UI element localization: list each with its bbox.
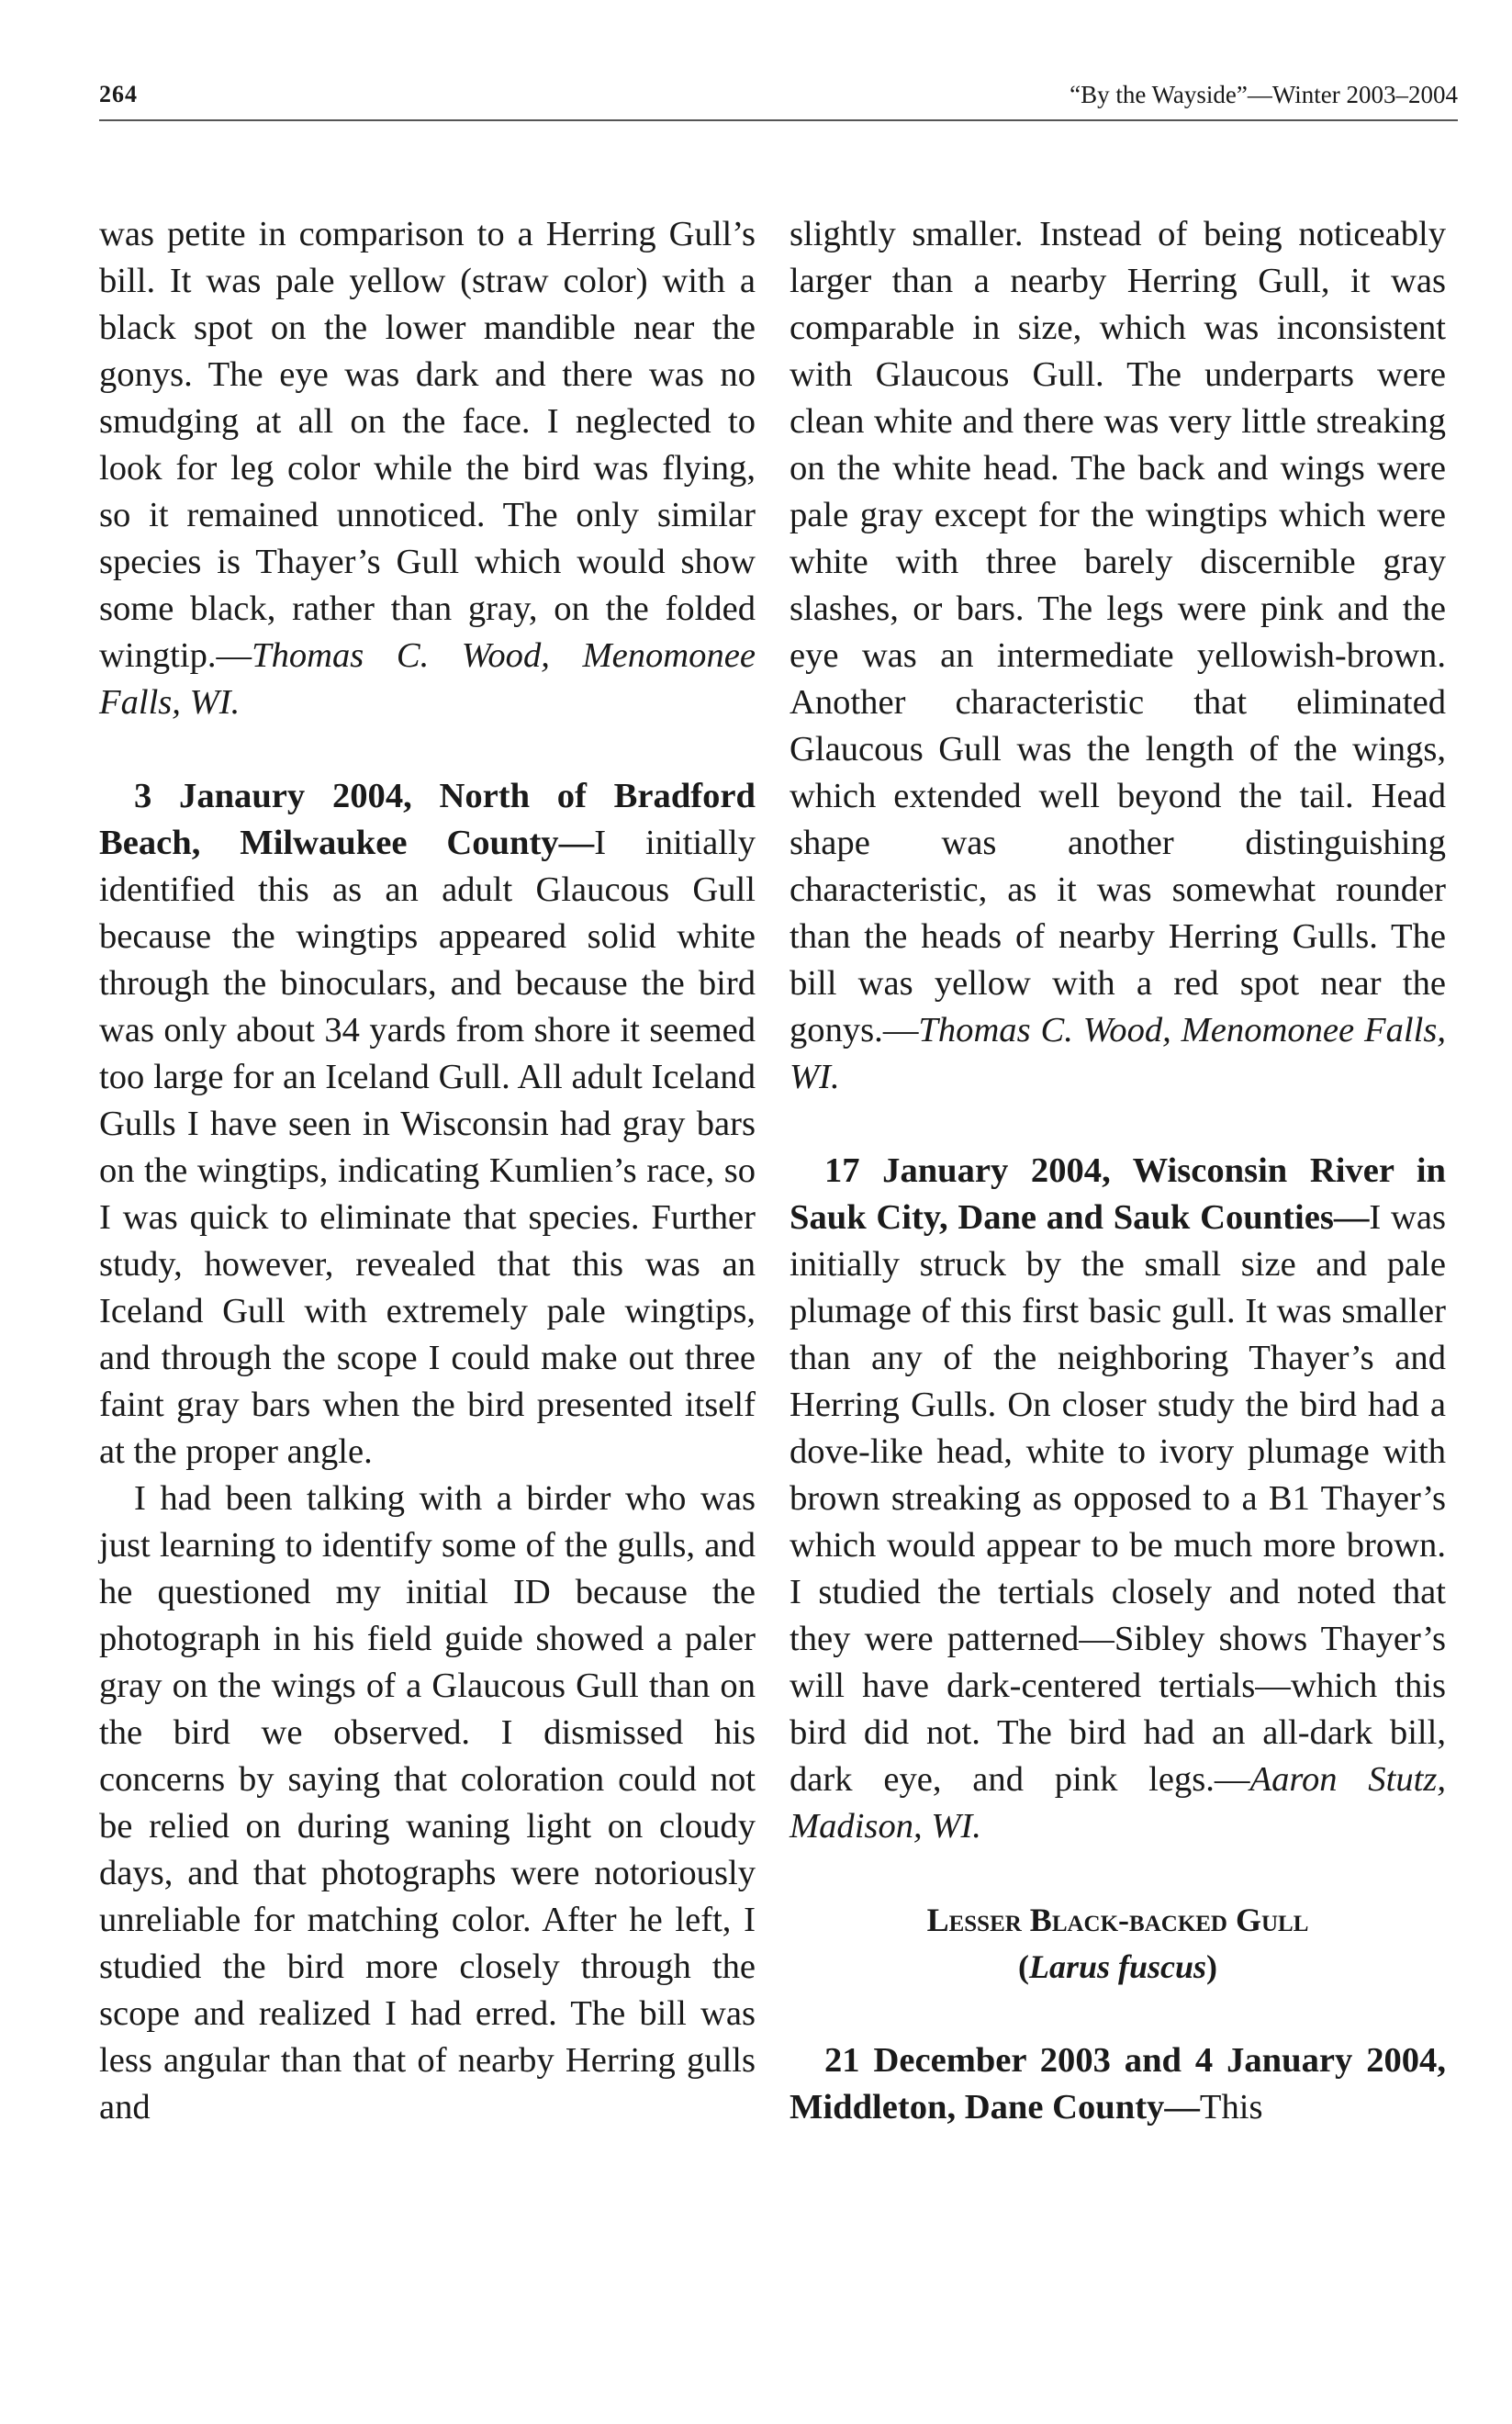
entry-text: I initially identified this as an adult Glaucous Gull because the wingtips appeared solid white through the binoculars, and because the bird was only about 34 yards from shore it seemed too large for an Iceland Gull. All adult Iceland Gulls I have seen in Wisconsin had gray bars on the wingtips, indicating Kumlien’s race, so I was quick to eliminate that species. Further study, however, revealed that this was an Iceland Gull with extremely pale wingtips, and through the scope I could make out three faint gray bars when the bird presented itself at the proper angle.: [99, 824, 756, 1471]
paragraph-text: I had been talking with a birder who was just learning to identify some of the gulls, and he questioned my initial ID because the photograph in his field guide showed a paler gray on the wings of a Glaucous Gull than on the bird we observed. I dismissed his concerns by saying that coloration could not be relied on during waning light on cloudy days, and that photographs were notoriously unreliable for matching color. After he left, I studied the bird more closely through the scope and realized I had erred. The bill was less angular than that of nearby Herring gulls and: [99, 1479, 756, 2127]
right-column: [790, 211, 1446, 2131]
header-rule: [99, 119, 1458, 121]
paragraph-continued: [99, 211, 756, 726]
paragraph-continued: [790, 211, 1446, 1101]
author-signature: Thomas C. Wood, Menomonee Falls, WI.: [790, 1011, 1446, 1096]
species-scientific-name: (Larus fuscus): [1017, 1948, 1218, 1985]
entry-heading: 17 January 2004, Wisconsin River in Sauk City, Dane and Sauk Counties—: [790, 1151, 1446, 1237]
paragraph-text: was petite in comparison to a Herring Gull’s bill. It was pale yellow (straw color) with a black spot on the lower mandible near the gonys. The eye was dark and there was no smudging at all on the face. I neglected to look for leg color while the bird was flying, so it remained unnoticed. The only similar species is Thayer’s Gull which would show some black, rather than gray, on the folded wingtip.—: [99, 215, 756, 675]
running-head: “By the Wayside”—Winter 2003–2004: [1070, 81, 1458, 108]
left-column: [99, 211, 756, 2131]
page-header: [99, 81, 1458, 118]
observation-entry: [790, 1148, 1446, 1850]
entry-text: I was initially struck by the small size and pale plumage of this first basic gull. It was smaller than any of the neighboring Thayer’s and Herring Gulls. On closer study the bird had a dove-like head, white to ivory plumage with brown streaking as opposed to a B1 Thayer’s which would appear to be much more brown. I studied the tertials closely and noted that they were patterned—Sibley shows Thayer’s will have dark-centered tertials—which this bird did not. The bird had an all-dark bill, dark eye, and pink legs.—: [790, 1198, 1446, 1799]
author-signature: Aaron Stutz, Madison, WI.: [790, 1760, 1446, 1846]
observation-entry: [790, 2037, 1446, 2131]
entry-text: This: [1199, 2088, 1263, 2127]
species-heading: Lesser Black-backed Gull: [926, 1902, 1309, 1938]
entry-spacer: [99, 726, 756, 773]
entry-spacer: [790, 1850, 1446, 1897]
scientific-name: Larus fuscus: [1028, 1948, 1207, 1985]
entry-spacer: [790, 1101, 1446, 1148]
page-number: 264: [99, 81, 138, 107]
observation-entry: [99, 773, 756, 1476]
paragraph-text: slightly smaller. Instead of being noticeably larger than a nearby Herring Gull, it was comparable in size, which was inconsistent with Glaucous Gull. The underparts were clean white and there was very little streaking on the white head. The back and wings were pale gray except for the wingtips which were white with three barely discernible gray slashes, or bars. The legs were pink and the eye was an intermediate yellowish-brown. Another characteristic that eliminated Glaucous Gull was the length of the wings, which extended well beyond the tail. Head shape was another distinguishing characteristic, as it was somewhat rounder than the heads of nearby Herring Gulls. The bill was yellow with a red spot near the gonys.—: [790, 215, 1446, 1049]
author-signature: Thomas C. Wood, Menomonee Falls, WI.: [99, 636, 756, 722]
entry-heading: 3 Janaury 2004, North of Bradford Beach, Milwaukee County—: [99, 777, 756, 862]
paragraph: [99, 1476, 756, 2131]
entry-spacer: [790, 1991, 1446, 2037]
entry-heading: 21 December 2003 and 4 January 2004, Middleton, Dane County—: [790, 2041, 1446, 2127]
